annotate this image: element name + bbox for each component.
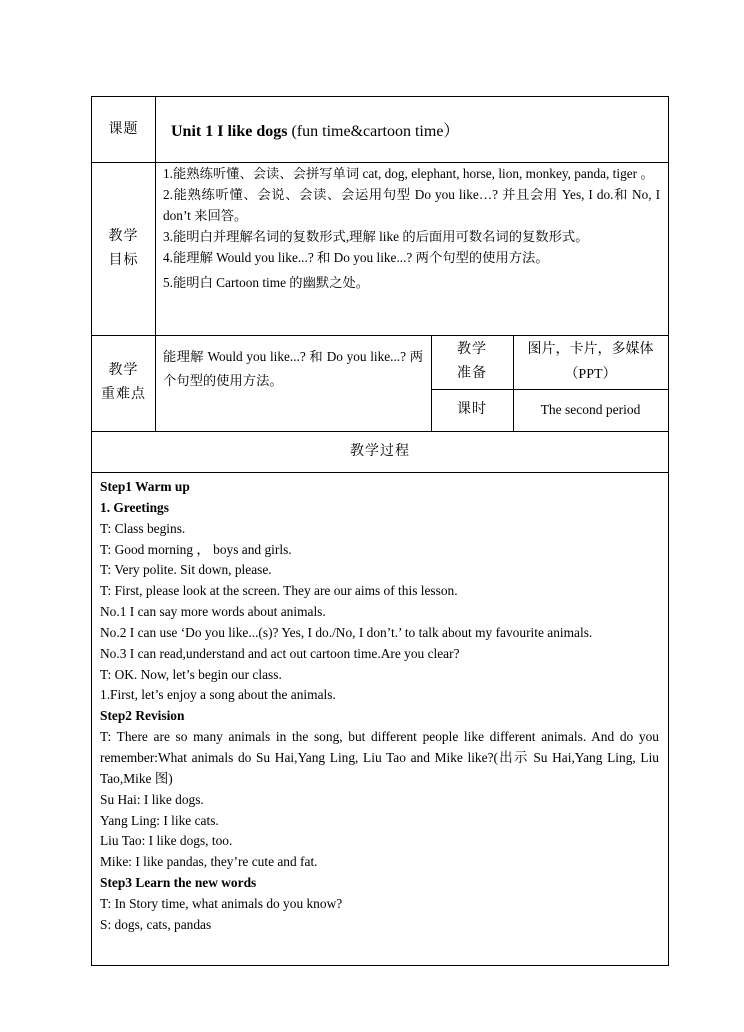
process-line: T: Good morning ， boys and girls. (100, 541, 292, 557)
prep-value: 图片，卡片，多媒体（PPT） (527, 342, 654, 382)
process-line: T: Very polite. Sit down, please. (100, 562, 272, 578)
process-line: No.1 I can say more words about animals. (100, 604, 326, 620)
objectives-list (155, 162, 668, 335)
lesson-plan-table (91, 96, 669, 966)
lesson-title-bold: Unit 1 I like dogs (171, 123, 288, 140)
prep-value-cell (513, 335, 668, 389)
lesson-title (171, 118, 459, 141)
process-line: T: There are so many animals in the song, but different people like different animals. And do you remember:What animals do Su Hai,Yang Ling, Liu Tao and Mike like?(出示 Su Hai,Yang Ling, Liu Tao,Mike 图) (100, 729, 659, 786)
objective-item: 1.能熟练听懂、会读、会拼写单词 cat, dog, elephant, horse, lion, monkey, panda, tiger 。 (163, 166, 654, 181)
period-value-cell (513, 389, 668, 431)
process-line: Liu Tao: I like dogs, too. (100, 833, 233, 849)
process-line: T: OK. Now, let’s begin our class. (100, 666, 282, 682)
process-step-heading: Step1 Warm up (100, 479, 190, 494)
prep-label-line1: 教学 (457, 342, 487, 357)
topic-label-cell (92, 97, 155, 162)
objective-item: 5.能明白 Cartoon time 的幽默之处。 (163, 274, 370, 290)
process-step-heading: Step2 Revision (100, 708, 185, 724)
keypoints-label-line2: 重难点 (101, 387, 146, 402)
process-line: S: dogs, cats, pandas (100, 916, 212, 932)
process-line: T: Class begins. (100, 520, 186, 536)
keypoints-label-cell (92, 335, 155, 431)
objective-item: 3.能明白并理解名词的复数形式,理解 like 的后面用可数名词的复数形式。 (163, 228, 589, 244)
objectives-label-cell (92, 162, 155, 335)
lesson-title-subtitle: (fun time&cartoon time） (287, 123, 460, 140)
process-header: 教学过程 (350, 443, 410, 459)
process-line: Su Hai: I like dogs. (100, 791, 204, 807)
process-header-cell (92, 431, 668, 472)
process-line: Mike: I like pandas, they’re cute and fat. (100, 854, 318, 870)
process-line: No.3 I can read,understand and act out cartoon time.Are you clear? (100, 645, 460, 661)
topic-label: 课题 (108, 121, 139, 137)
topic-title-cell (171, 97, 667, 162)
process-step-heading: Step3 Learn the new words (100, 875, 257, 891)
period-label-cell (431, 389, 513, 431)
process-line: No.2 I can use ‘Do you like...(s)? Yes, I do./No, I don’t.’ to talk about my favourite animals. (100, 624, 593, 640)
objectives-label-line2: 目标 (108, 252, 139, 268)
keypoints-label-line1: 教学 (108, 363, 139, 378)
prep-label-line2: 准备 (457, 366, 487, 381)
period-value: The second period (540, 402, 641, 417)
prep-label-cell (431, 335, 513, 389)
period-label: 课时 (457, 402, 487, 417)
process-line: Yang Ling: I like cats. (100, 812, 219, 828)
objective-item: 4.能理解 Would you like...? 和 Do you like...? 两个句型的使用方法。 (163, 249, 549, 265)
objectives-label-line1: 教学 (108, 228, 139, 244)
process-line: T: In Story time, what animals do you know? (100, 895, 343, 911)
process-body (92, 472, 668, 965)
process-step-heading: 1. Greetings (100, 499, 169, 515)
keypoints-text: 能理解 Would you like...? 和 Do you like...? 两个句型的使用方法。 (163, 349, 423, 388)
process-line: 1.First, let’s enjoy a song about the animals. (100, 687, 336, 703)
objective-item: 2.能熟练听懂、会说、会读、会运用句型 Do you like…? 并且会用 Yes, I do.和 No, I don’t 来回答。 (163, 186, 660, 223)
process-line: T: First, please look at the screen. They are our aims of this lesson. (100, 583, 458, 599)
